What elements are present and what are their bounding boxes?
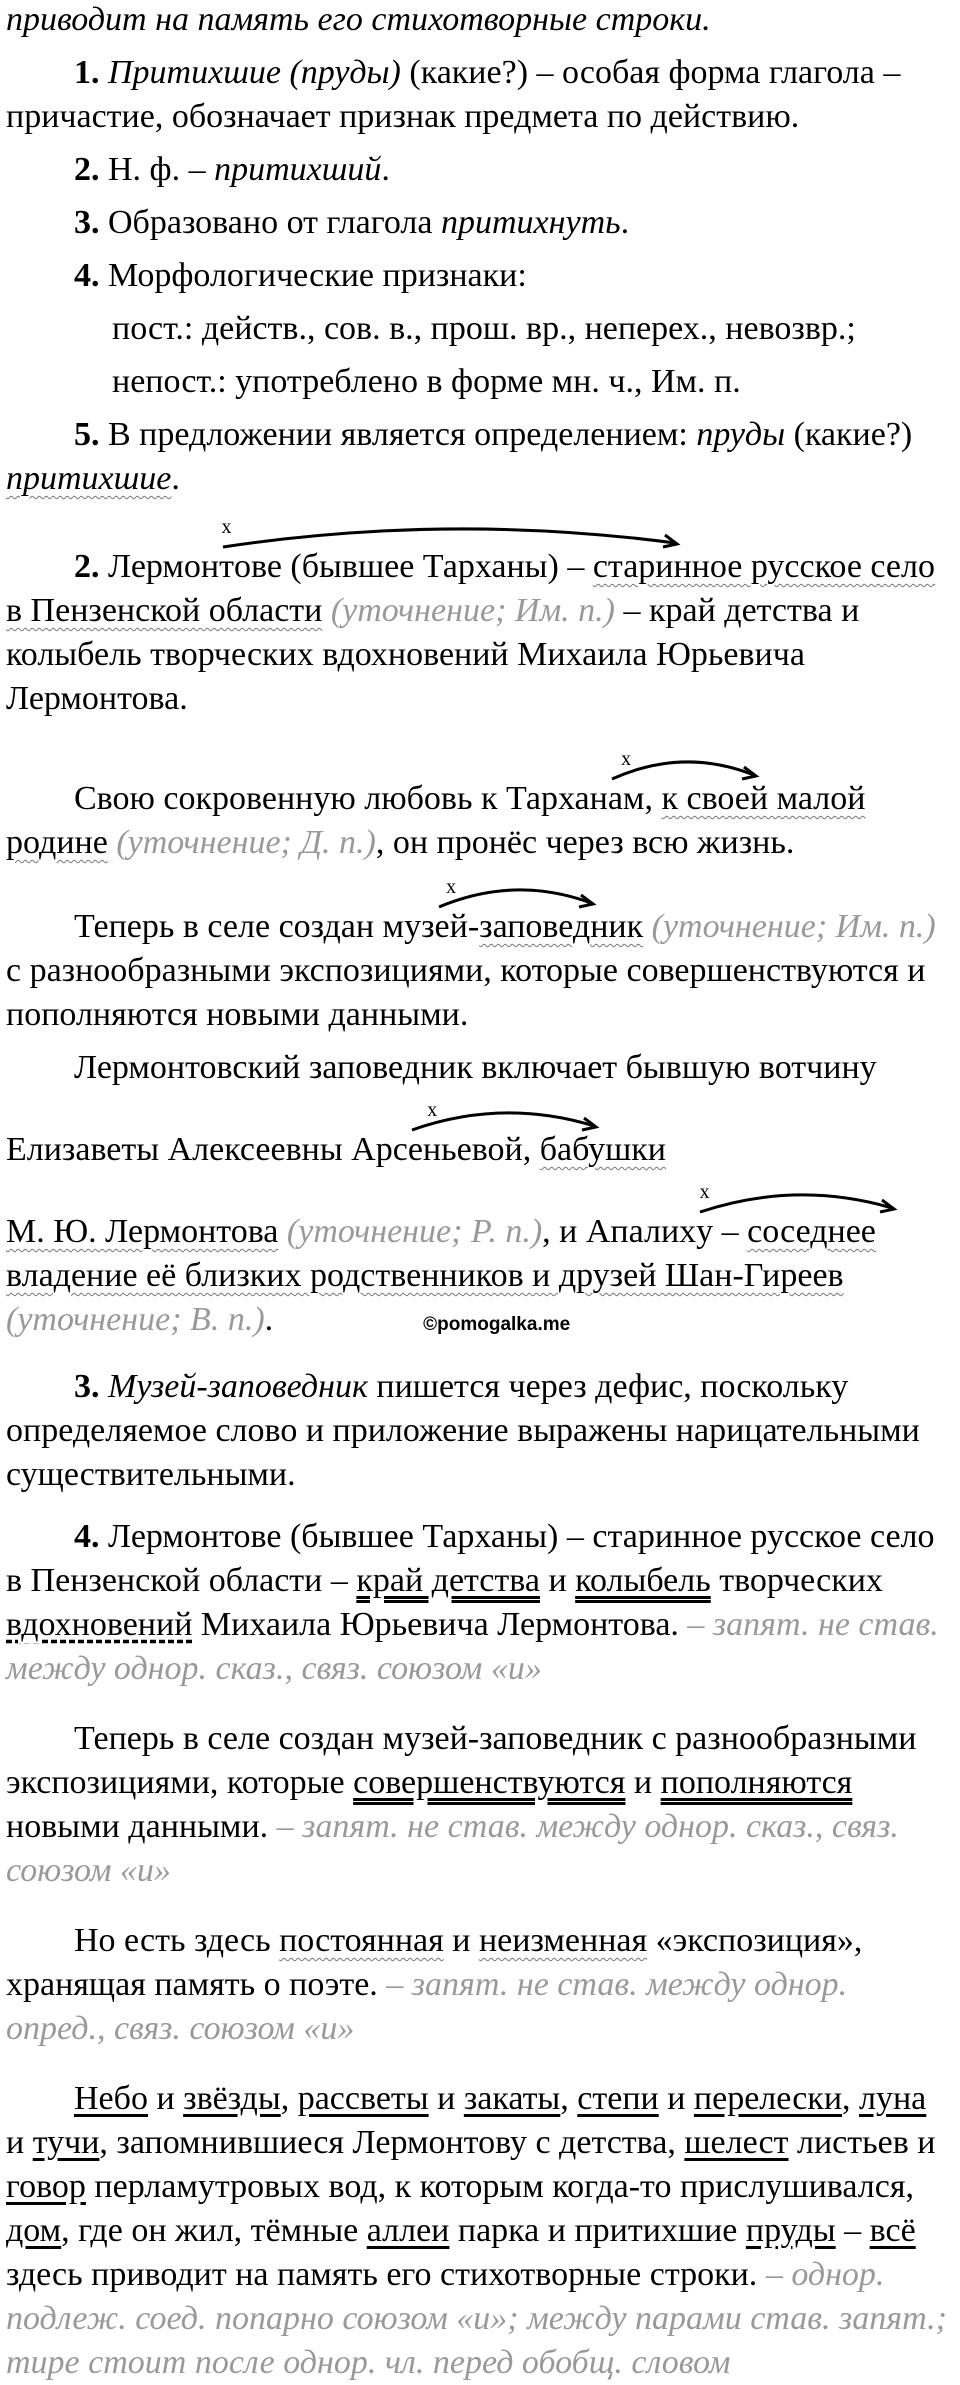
main-word-x-mark: x bbox=[621, 748, 632, 770]
sentence-text: «экспозиция», хранящая память о поэте. bbox=[6, 1922, 863, 2003]
sentence-text: ам bbox=[607, 780, 645, 817]
period: . bbox=[264, 1301, 274, 1338]
constant-features: пост.: действ., сов. в., прош. вр., неперех., невозвр.; bbox=[112, 310, 856, 347]
sentence-text: – bbox=[835, 2212, 870, 2249]
sentence-text: пишется через дефис, поскольку определяемое слово и приложение выражены нарицательными существительными. bbox=[6, 1368, 920, 1493]
predicate-2: пополняются bbox=[660, 1764, 853, 1801]
addition-word: вдохновений bbox=[6, 1606, 193, 1643]
section4-sentence2 bbox=[6, 1717, 952, 1893]
sentence-text: ень bbox=[407, 1131, 457, 1168]
analysis-item-3 bbox=[6, 201, 952, 245]
subject-3: рассветы bbox=[297, 2080, 429, 2117]
analysis-item-1 bbox=[6, 51, 952, 139]
predicate-1: край детства bbox=[356, 1562, 540, 1599]
subject-12: аллеи bbox=[366, 2212, 450, 2249]
sentence-text: с разнообразными экспозициями, которые совершенствуются и пополняются новыми данными. bbox=[6, 952, 926, 1033]
watermark: ©pomogalka.me bbox=[423, 1314, 571, 1335]
subject-9: шелест bbox=[684, 2124, 789, 2161]
attribute-1: постоянная bbox=[279, 1922, 444, 1959]
analysis-item-2 bbox=[6, 148, 952, 192]
subject-11: дом bbox=[6, 2212, 62, 2249]
sentence-text: , bbox=[560, 2080, 578, 2117]
sentence-text: , bbox=[280, 2080, 298, 2117]
appositive-phrase: старинное русское село в Пензенской области bbox=[6, 548, 935, 629]
period: . bbox=[381, 151, 390, 188]
sentence-text: ове (бывшее Тарханы) – bbox=[233, 548, 593, 585]
subject-2: звёзды bbox=[183, 2080, 281, 2117]
sentence-text: Лермонтове (бывшее Тарханы) – старинное русское село в Пензенской области – bbox=[6, 1518, 935, 1599]
sentence-text: и bbox=[443, 1922, 479, 1959]
sentence-text: Но есть здесь bbox=[74, 1922, 280, 1959]
participle-word: Притихшие (пруды) bbox=[108, 54, 401, 91]
main-word-x-mark: x bbox=[446, 876, 457, 898]
main-word-x-mark: x bbox=[699, 1181, 710, 1203]
section2-sentence3 bbox=[6, 876, 952, 1037]
appositive-phrase: заповедник bbox=[479, 908, 644, 945]
sentence-text: здесь приводит на память его стихотворные строки. bbox=[6, 2256, 758, 2293]
sentence-text: новыми данными. bbox=[6, 1808, 269, 1845]
sentence-text: , он пронёс через всю жизнь. bbox=[375, 824, 795, 861]
sentence-text: Теперь в селе создан музей-заповедник с разнообразными экспозициями, которые bbox=[6, 1720, 917, 1801]
item-number: 2. bbox=[74, 151, 100, 188]
section2-sentence4-line4 bbox=[6, 1298, 952, 1347]
initial-form: притихший bbox=[214, 151, 382, 188]
appositive-arc bbox=[408, 1104, 598, 1134]
attribute-word: притихшие bbox=[6, 460, 172, 497]
sentence-text: парка и притихшие bbox=[449, 2212, 746, 2249]
sentence-text: - bbox=[467, 908, 480, 945]
section-number: 2. bbox=[74, 548, 100, 585]
item-number: 3. bbox=[74, 204, 100, 241]
predicate-2: колыбель bbox=[575, 1562, 711, 1599]
item-number: 4. bbox=[74, 257, 100, 294]
subject-13: пруды bbox=[745, 2212, 836, 2249]
grammar-note: (уточнение; Им. п.) bbox=[322, 592, 615, 629]
item-text: Н. ф. – bbox=[99, 151, 215, 188]
appositive-phrase: к своей малой родине bbox=[6, 780, 866, 861]
subject-8: тучи bbox=[32, 2124, 100, 2161]
subject-1: Небо bbox=[74, 2080, 148, 2117]
period: . bbox=[620, 204, 630, 241]
noun-word: пруды bbox=[696, 416, 786, 453]
main-word-mark bbox=[607, 748, 645, 821]
grammar-note: (уточнение; В. п.) bbox=[6, 1301, 265, 1338]
subject-5: степи bbox=[577, 2080, 659, 2117]
grammar-note: (уточнение; Им. п.) bbox=[643, 908, 936, 945]
appositive-phrase: соседнее владение её близких родственников и друзей Шан-Гиреев bbox=[6, 1213, 876, 1294]
compound-word: Музей-заповедник bbox=[108, 1368, 368, 1405]
sentence-text: творческих bbox=[710, 1562, 883, 1599]
predicate-1: совершенствуются bbox=[353, 1764, 626, 1801]
sentence-text: Елизаветы Алексеевны Арс bbox=[6, 1131, 408, 1168]
sentence-text: Лермон bbox=[99, 548, 220, 585]
main-word-x-mark: x bbox=[221, 516, 232, 538]
grammar-note: – запят. не став. между однор. опред., связ. союзом «и» bbox=[6, 1966, 848, 2047]
item-number: 1. bbox=[74, 54, 100, 91]
grammar-note: (уточнение; Р. п.) bbox=[278, 1213, 543, 1250]
appositive-phrase: М. Ю. Лермонтова bbox=[6, 1213, 279, 1250]
generalizing-word: всё bbox=[869, 2212, 916, 2249]
appositive-phrase: бабушки bbox=[539, 1131, 667, 1168]
variable-features: непост.: употреблено в форме мн. ч., Им. п. bbox=[112, 363, 741, 400]
main-word-mark bbox=[696, 1181, 714, 1254]
grammar-note: – запят. не став. между однор. сказ., связ. союзом «и» bbox=[6, 1606, 939, 1687]
sentence-text: листьев и bbox=[788, 2124, 936, 2161]
sentence-text: и bbox=[6, 2124, 33, 2161]
sentence-text: и bbox=[625, 1764, 661, 1801]
section2-sentence4-line3 bbox=[6, 1181, 952, 1298]
sentence-text: ей bbox=[434, 908, 468, 945]
sentence-text: и bbox=[147, 2080, 184, 2117]
subject-7: луна bbox=[859, 2080, 927, 2117]
item-text: Образовано от глагола bbox=[99, 204, 441, 241]
sentence-text: и bbox=[658, 2080, 694, 2117]
sentence-text: , где он жил, тёмные bbox=[61, 2212, 367, 2249]
sentence-text: , и Апалих bbox=[542, 1213, 697, 1250]
section4-sentence3 bbox=[6, 1919, 952, 2051]
sentence-text: и bbox=[428, 2080, 464, 2117]
section4-sentence4 bbox=[6, 2077, 952, 2385]
subject-4: закаты bbox=[463, 2080, 561, 2117]
item-text: (какие?) – особая форма глагола – причастие, обозначает признак предмета по действию. bbox=[6, 54, 901, 135]
analysis-item-4 bbox=[6, 254, 952, 298]
item-number: 5. bbox=[74, 416, 100, 453]
appositive-arc bbox=[696, 1186, 896, 1216]
appositive-arc bbox=[435, 881, 595, 911]
top-line: приводит на память его стихотворные строки. bbox=[6, 1, 711, 38]
sentence-text: – край детства и колыбель творческих вдохновений Михаила Юрьевича Лермонтова. bbox=[6, 592, 860, 717]
period: . bbox=[171, 460, 180, 497]
sentence-text: – bbox=[713, 1213, 748, 1250]
main-word-mark bbox=[219, 516, 234, 589]
main-word-mark bbox=[407, 1099, 457, 1172]
section2-sentence4-line1: Лермонтовский заповедник включает бывшую вотчину bbox=[74, 1049, 877, 1086]
section3 bbox=[6, 1365, 952, 1497]
attribute-2: неизменная bbox=[478, 1922, 648, 1959]
appositive-arc bbox=[608, 753, 758, 783]
sentence-text: , bbox=[644, 780, 662, 817]
section2-sentence2 bbox=[6, 748, 952, 865]
sentence-text: Свою сокровенную любовь к Тархан bbox=[74, 780, 608, 817]
sentence-text: перламутровых вод, к которым когда-то прислушивался, bbox=[85, 2168, 914, 2205]
item-text: В предложении является определением: bbox=[99, 416, 697, 453]
sentence-text: , запомнившиеся Лермонтову с детства, bbox=[99, 2124, 685, 2161]
main-word-x-mark: x bbox=[427, 1099, 438, 1121]
sentence-text: и bbox=[539, 1562, 576, 1599]
verb-word: притихнуть bbox=[440, 204, 621, 241]
item-text: Морфологические признаки: bbox=[99, 257, 527, 294]
grammar-note: (уточнение; Д. п.) bbox=[107, 824, 376, 861]
subject-10: говор bbox=[6, 2168, 86, 2205]
sentence-text: т bbox=[219, 548, 234, 585]
main-word-mark bbox=[434, 876, 468, 949]
sentence-text: Теперь в селе создан муз bbox=[74, 908, 435, 945]
section4-sentence1 bbox=[6, 1515, 952, 1691]
subject-6: перелески bbox=[693, 2080, 843, 2117]
analysis-item-5 bbox=[6, 413, 952, 501]
appositive-arc bbox=[219, 521, 679, 551]
sentence-text: Михаила Юрьевича Лермонтова. bbox=[192, 1606, 679, 1643]
section2-sentence4-line2 bbox=[6, 1099, 952, 1172]
sentence-text: евой, bbox=[456, 1131, 540, 1168]
grammar-note: – однор. подлеж. соед. попарно союзом «и»; между парами став. запят.; тире стоит после однор. чл. перед обобщ. словом bbox=[6, 2256, 947, 2381]
question-text: (какие?) bbox=[785, 416, 913, 453]
sentence-text: , bbox=[842, 2080, 860, 2117]
section2-sentence1 bbox=[6, 516, 952, 721]
sentence-text: у bbox=[696, 1213, 714, 1250]
section-number: 3. bbox=[74, 1368, 100, 1405]
grammar-note: – запят. не став. между однор. сказ., связ. союзом «и» bbox=[6, 1808, 899, 1889]
section-number: 4. bbox=[74, 1518, 100, 1555]
